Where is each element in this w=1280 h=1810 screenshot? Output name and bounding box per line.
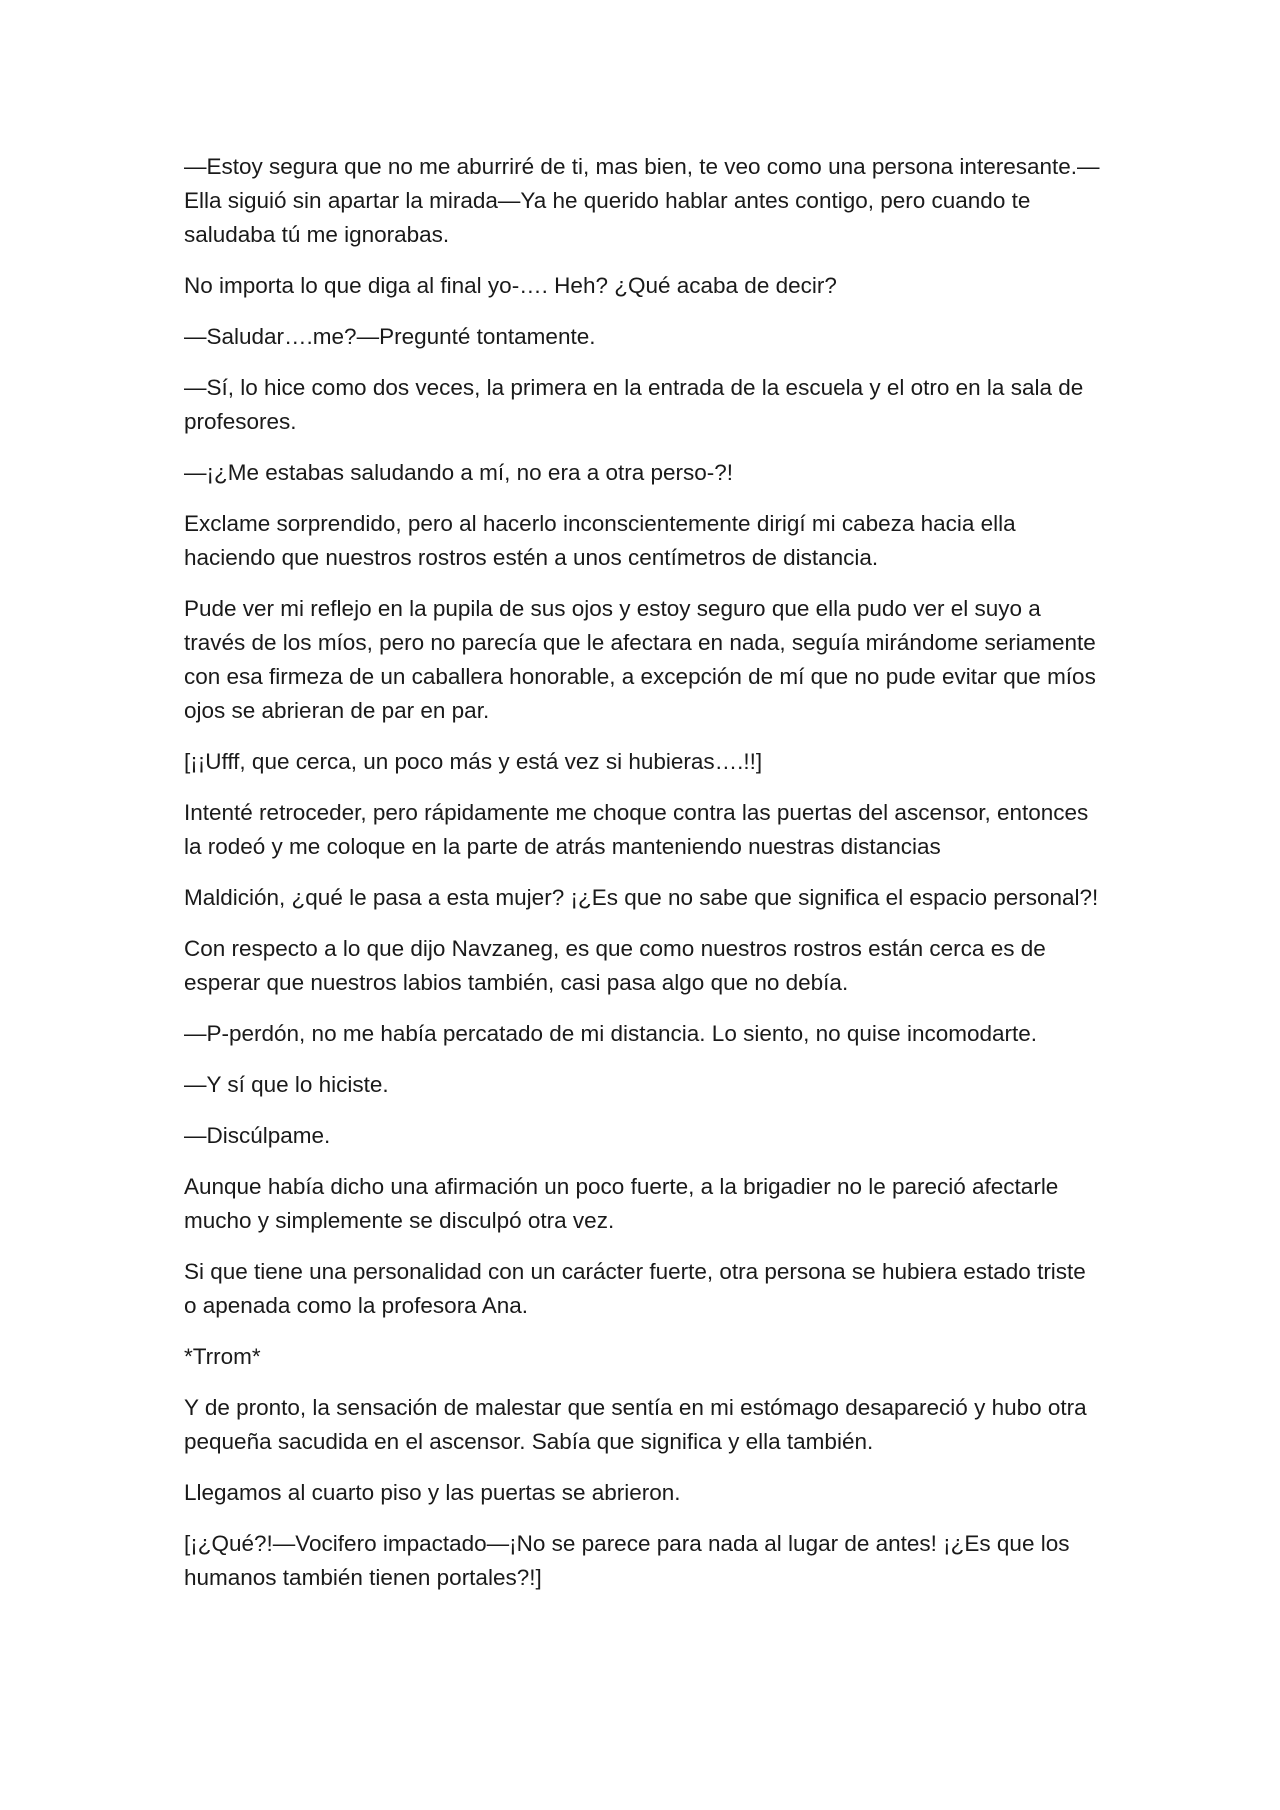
paragraph: Intenté retroceder, pero rápidamente me choque contra las puertas del ascensor, entonces la rodeó y me coloque en la parte de atrás manteniendo nuestras distancias	[184, 800, 1089, 859]
paragraph: Maldición, ¿qué le pasa a esta mujer? ¡¿Es que no sabe que significa el espacio personal?!	[184, 885, 1099, 910]
paragraph: *Trrom*	[184, 1344, 261, 1369]
paragraph: [¡¿Qué?!—Vocifero impactado—¡No se parece para nada al lugar de antes! ¡¿Es que los humanos también tienen portales?!]	[184, 1531, 1070, 1590]
document-body	[184, 150, 1104, 1612]
paragraph: Si que tiene una personalidad con un carácter fuerte, otra persona se hubiera estado triste o apenada como la profesora Ana.	[184, 1259, 1086, 1318]
paragraph: Con respecto a lo que dijo Navzaneg, es que como nuestros rostros están cerca es de esperar que nuestros labios también, casi pasa algo que no debía.	[184, 936, 1046, 995]
paragraph: —Discúlpame.	[184, 1123, 331, 1148]
paragraph: Llegamos al cuarto piso y las puertas se abrieron.	[184, 1480, 681, 1505]
paragraph: No importa lo que diga al final yo-…. Heh? ¿Qué acaba de decir?	[184, 273, 837, 298]
paragraph: Pude ver mi reflejo en la pupila de sus ojos y estoy seguro que ella pudo ver el suyo a través de los míos, pero no parecía que le afectara en nada, seguía mirándome seriamente con esa firmeza de un caballera honorable, a excepción de mí que no pude evitar que míos ojos se abrieran de par en par.	[184, 596, 1096, 723]
paragraph: —¡¿Me estabas saludando a mí, no era a otra perso-?!	[184, 460, 734, 485]
paragraph: [¡¡Ufff, que cerca, un poco más y está vez si hubieras….!!]	[184, 749, 763, 774]
paragraph: —Estoy segura que no me aburriré de ti, mas bien, te veo como una persona interesante.—Ella siguió sin apartar la mirada—Ya he querido hablar antes contigo, pero cuando te saludaba tú me ignorabas.	[184, 154, 1100, 247]
paragraph: Y de pronto, la sensación de malestar que sentía en mi estómago desapareció y hubo otra pequeña sacudida en el ascensor. Sabía que significa y ella también.	[184, 1395, 1087, 1454]
paragraph: —Saludar….me?—Pregunté tontamente.	[184, 324, 596, 349]
paragraph: Aunque había dicho una afirmación un poco fuerte, a la brigadier no le pareció afectarle mucho y simplemente se disculpó otra vez.	[184, 1174, 1059, 1233]
paragraph: —Sí, lo hice como dos veces, la primera en la entrada de la escuela y el otro en la sala de profesores.	[184, 375, 1084, 434]
paragraph: —Y sí que lo hiciste.	[184, 1072, 389, 1097]
paragraph: Exclame sorprendido, pero al hacerlo inconscientemente dirigí mi cabeza hacia ella haciendo que nuestros rostros estén a unos centímetros de distancia.	[184, 511, 1016, 570]
paragraph: —P-perdón, no me había percatado de mi distancia. Lo siento, no quise incomodarte.	[184, 1021, 1038, 1046]
